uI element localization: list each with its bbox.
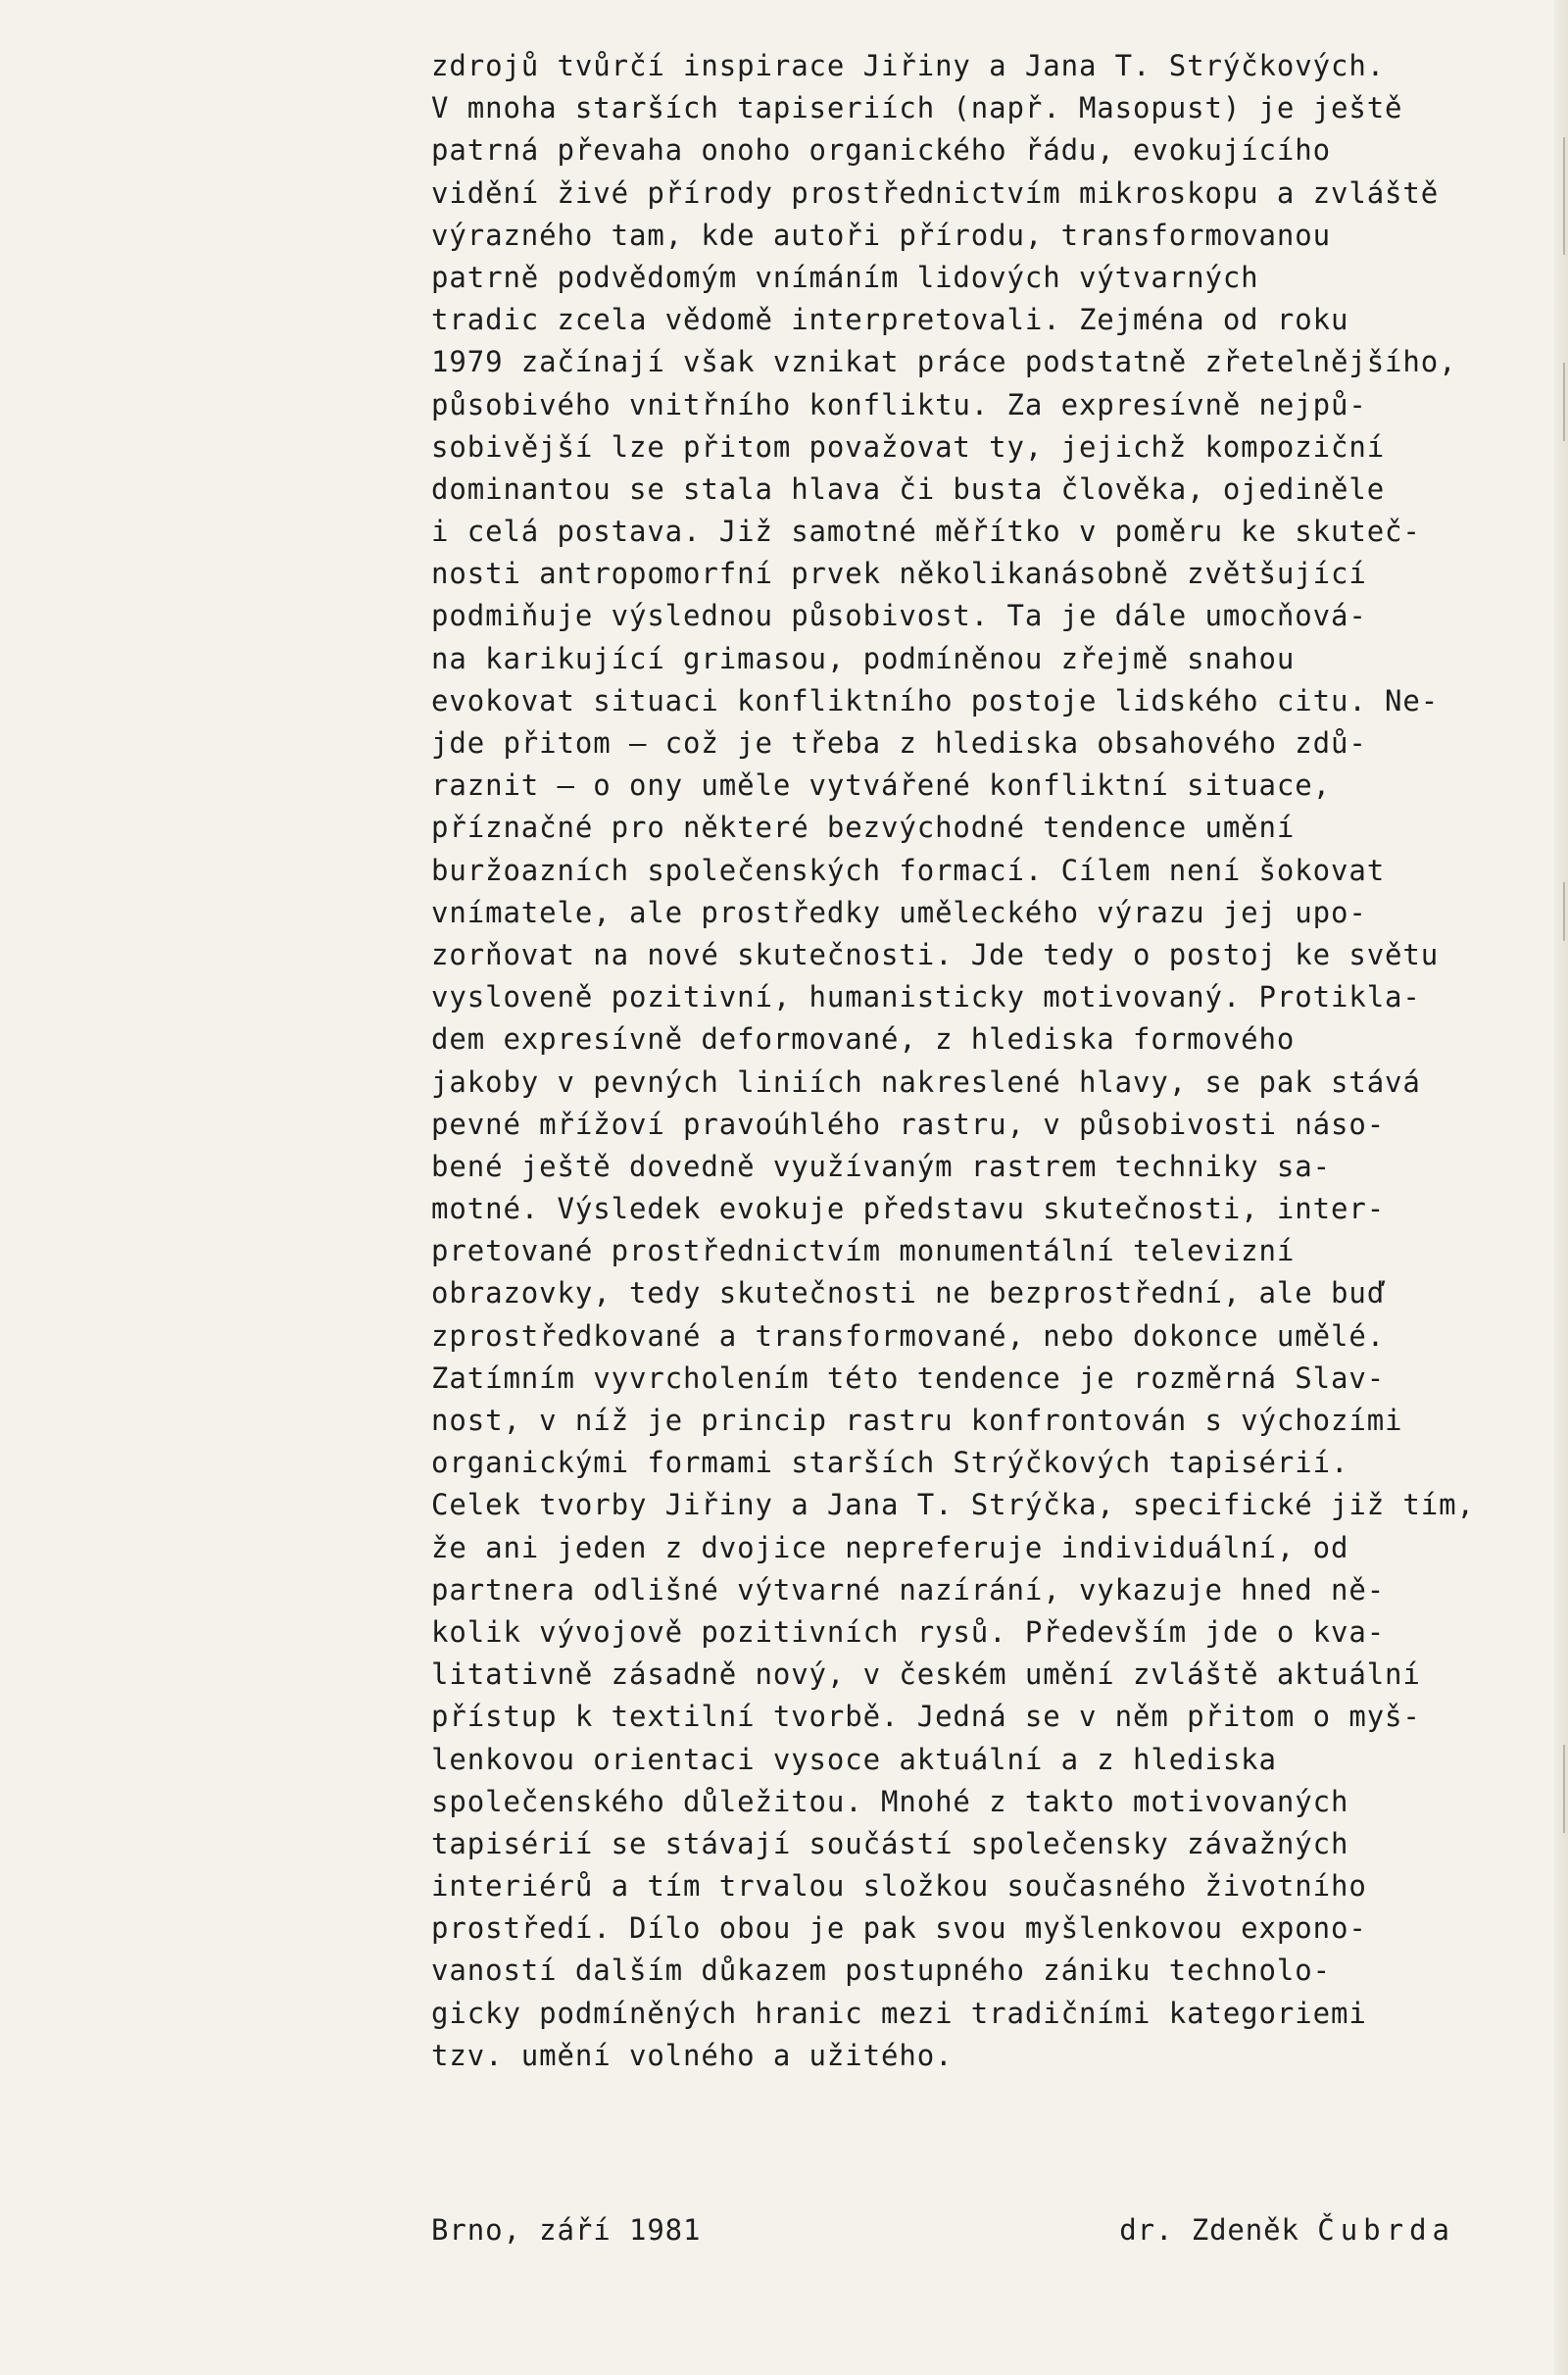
author [1119,2208,1455,2251]
text-line: tradic zcela vědomě interpretovali. Zejména od roku [431,303,1349,337]
text-line: lenkovou orientaci vysoce aktuální a z hlediska [431,1742,1277,1776]
text-line: 1979 začínají však vznikat práce podstatně zřetelnějšího, [431,345,1457,379]
text-line: prostředí. Dílo obou je pak svou myšlenkovou expono- [431,1911,1367,1946]
text-line: tzv. umění volného a užitého. [431,2038,954,2072]
edge-mark [1563,1745,1565,1833]
edge-mark [1563,363,1565,441]
text-line: bené ještě dovedně využívaným rastrem techniky sa- [431,1149,1331,1183]
text-line: buržoazních společenských formací. Cílem není šokovat [431,853,1386,887]
text-line: Celek tvorby Jiřiny a Jana T. Strýčka, specifické již tím, [431,1488,1475,1522]
text-line: litativně zásadně nový, v českém umění zvláště aktuální [431,1658,1421,1692]
text-line: evokovat situaci konfliktního postoje lidského citu. Ne- [431,683,1440,717]
text-line: zorňovat na nové skutečnosti. Jde tedy o postoj ke světu [431,937,1440,971]
text-line: patrně podvědomým vnímáním lidových výtvarných [431,260,1259,294]
text-line: působivého vnitřního konfliktu. Za expresívně nejpů- [431,387,1367,421]
place-date: Brno, září 1981 [431,2213,702,2247]
text-line: sobivější lze přitom považovat ty, jejichž kompoziční [431,429,1386,464]
text-line: nost, v níž je princip rastru konfrontován s výchozími [431,1404,1403,1437]
text-line: dem expresívně deformované, z hlediska formového [431,1022,1296,1057]
text-line: patrná převaha onoho organického řádu, evokujícího [431,133,1331,168]
body-text [431,45,1475,2077]
text-line: raznit — o ony uměle vytvářené konfliktní situace, [431,768,1331,803]
text-line: vaností dalším důkazem postupného zániku technolo- [431,1954,1331,1988]
text-line: nosti antropomorfní prvek několikanásobně zvětšující [431,557,1367,591]
page-edge [1554,0,1568,2375]
author-surname: Čubrda [1317,2213,1455,2247]
text-line: společenského důležitou. Mnohé z takto motivovaných [431,1784,1349,1818]
text-line: pretované prostřednictvím monumentální televizní [431,1234,1296,1268]
text-line: jakoby v pevných liniích nakreslené hlavy, se pak stává [431,1064,1421,1099]
text-line: příznačné pro některé bezvýchodné tendence umění [431,811,1296,845]
text-line: tapisérií se stávají součástí společensky závažných [431,1826,1349,1860]
text-line: jde přitom — což je třeba z hlediska obsahového zdů- [431,726,1367,760]
author-title-name: dr. Zdeněk [1119,2213,1318,2247]
text-line: vidění živé přírody prostřednictvím mikroskopu a zvláště [431,175,1440,210]
text-line: zdrojů tvůrčí inspirace Jiřiny a Jana T. Strýčkových. [431,49,1386,82]
text-line: organickými formami starších Strýčkových tapisérií. [431,1446,1349,1480]
edge-mark [1563,137,1565,255]
text-line: interiérů a tím trvalou složkou současného životního [431,1869,1367,1904]
text-line: Zatímním vyvrcholením této tendence je rozměrná Slav- [431,1361,1386,1395]
text-line: obrazovky, tedy skutečnosti ne bezprostřední, ale buď [431,1276,1386,1311]
text-line: zprostředkované a transformované, nebo dokonce umělé. [431,1318,1386,1353]
text-line: vnímatele, ale prostředky uměleckého výrazu jej upo- [431,895,1367,929]
text-line: pevné mřížoví pravoúhlého rastru, v působivosti náso- [431,1107,1386,1141]
text-line: výrazného tam, kde autoři přírodu, transformovanou [431,218,1331,252]
edge-mark [1563,882,1565,941]
text-line: V mnoha starších tapiseriích (např. Masopust) je ještě [431,91,1403,125]
text-line: že ani jeden z dvojice nepreferuje individuální, od [431,1530,1349,1564]
signature-line [431,2208,1455,2251]
text-line: na karikující grimasou, podmíněnou zřejmě snahou [431,641,1296,675]
text-line: dominantou se stala hlava či busta člověka, ojediněle [431,471,1386,506]
text-line: podmiňuje výslednou působivost. Ta je dále umocňová- [431,599,1367,633]
text-line: i celá postava. Již samotné měřítko v poměru ke skuteč- [431,515,1421,549]
text-line: vysloveně pozitivní, humanisticky motivovaný. Protikla- [431,980,1421,1014]
text-line: motné. Výsledek evokuje představu skutečnosti, inter- [431,1192,1386,1226]
text-line: partnera odlišné výtvarné nazírání, vykazuje hned ně- [431,1572,1386,1607]
text-line: gicky podmíněných hranic mezi tradičními kategoriemi [431,1996,1367,2030]
text-line: kolik vývojově pozitivních rysů. Především jde o kva- [431,1614,1386,1649]
text-line: přístup k textilní tvorbě. Jedná se v něm přitom o myš- [431,1700,1421,1734]
